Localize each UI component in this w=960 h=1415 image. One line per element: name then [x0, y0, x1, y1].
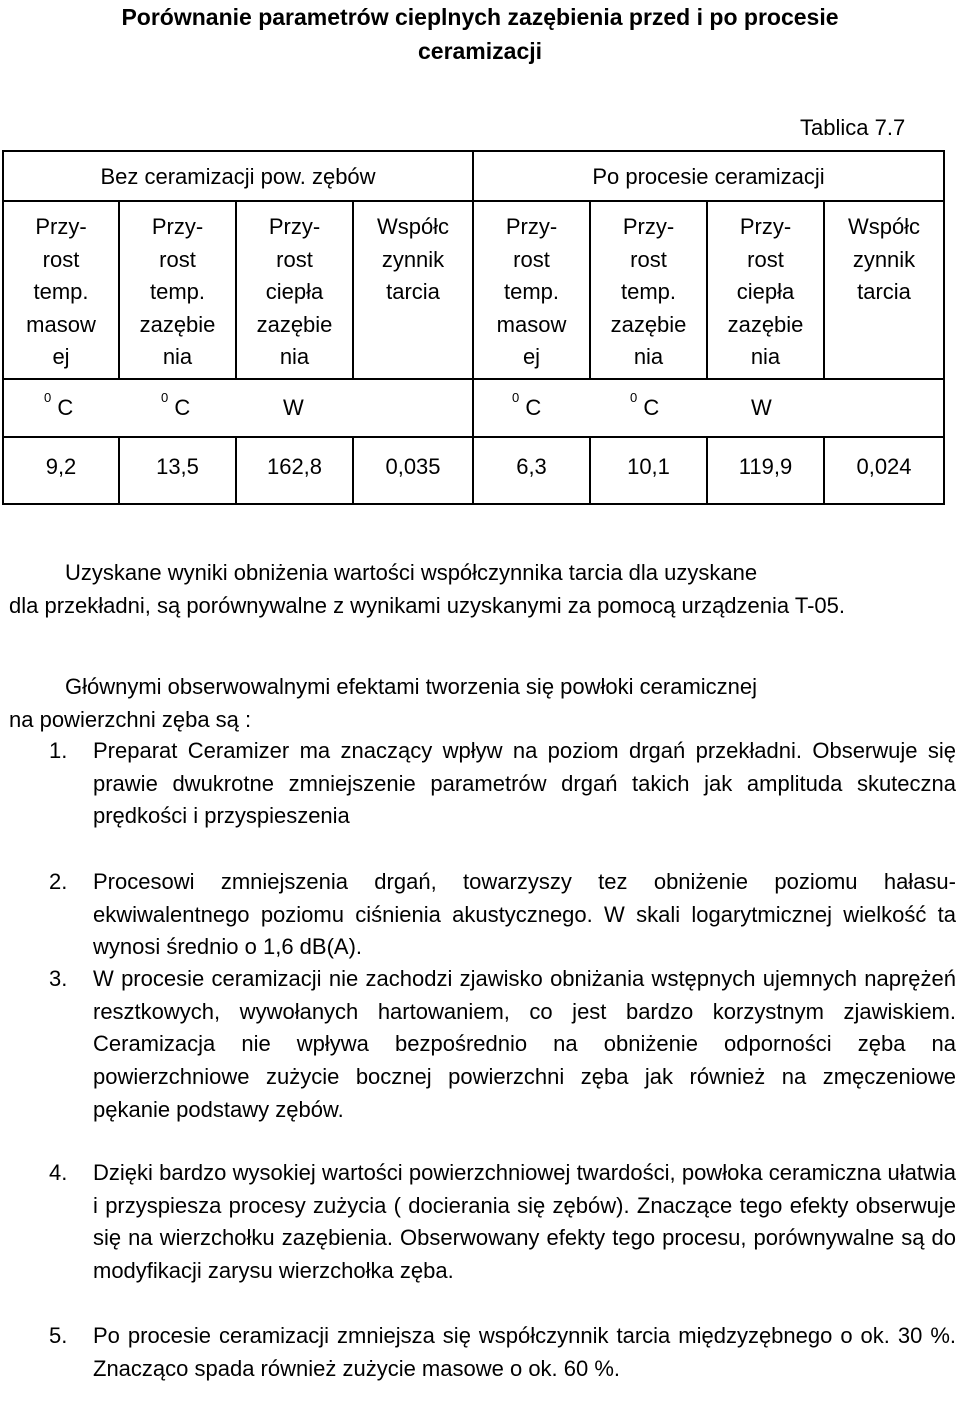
col-header-1: Przy- rost temp. masow ej — [26, 214, 96, 370]
value-cell-4: 0,035 — [385, 454, 441, 479]
list-item-number: 3. — [49, 966, 68, 991]
col-header-7: Przy- rost ciepła zazębie nia — [727, 214, 804, 370]
col-header-4: Współc zynnik tarcia — [376, 214, 450, 305]
col-header-5: Przy- rost temp. masow ej — [496, 214, 567, 370]
unit-3: W — [283, 395, 304, 420]
unit-6: $^0$ C — [630, 390, 660, 420]
list-item-text: W procesie ceramizacji nie zachodzi zjawisko obniżania wstępnych ujemnych naprężeń resztkowych, wywołanych hartowaniem, co jest bardzo korzystnym zjawiskiem. Ceramizacja nie wpływa bezpośrednio na obniżenie odporności zęba na powierzchniowe zużycie bocznej powierzchni zęba jak również na zmęczeniowe pękanie podstawy zębów. — [93, 966, 956, 1122]
list-item-number: 5. — [49, 1323, 68, 1348]
group-header-before: Bez ceramizacji pow. zębów — [100, 164, 376, 189]
value-cell-6: 10,1 — [627, 454, 670, 479]
paragraph-effects — [9, 671, 954, 736]
paragraph-effects-line-1: Głównymi obserwowalnymi efektami tworzenia się powłoki ceramicznej — [65, 674, 758, 699]
paragraph-effects-rest: na powierzchni zęba są : — [9, 706, 252, 732]
paragraph-results — [9, 557, 954, 622]
col-header-2: Przy- rost temp. zazębie nia — [139, 214, 216, 370]
unit-7: W — [751, 395, 772, 420]
col-header-3: Przy- rost ciepła zazębie nia — [256, 214, 333, 370]
list-item-text: Procesowi zmniejszenia drgań, towarzyszy tez obniżenie poziomu hałasu- ekwiwalentnego poziomu ciśnienia akustycznego. W skali logarytmicznej wielkość ta wynosi średnio o 1,6 dB(A). — [93, 869, 956, 960]
unit-1: $^0$ C — [44, 390, 74, 420]
value-cell-7: 119,9 — [738, 454, 793, 479]
list-item-number: 4. — [49, 1160, 68, 1185]
value-cell-8: 0,024 — [856, 454, 912, 479]
group-header-after: Po procesie ceramizacji — [592, 164, 825, 189]
list-item-number: 1. — [49, 738, 68, 763]
title-line-1: Porównanie parametrów cieplnych zazębienia przed i po procesie — [121, 4, 839, 30]
value-cell-3: 162,8 — [266, 454, 323, 479]
unit-2: $^0$ C — [161, 390, 191, 420]
list-item-number: 2. — [49, 869, 68, 894]
paragraph-results-line-1: Uzyskane wyniki obniżenia wartości współczynnika tarcia dla uzyskane — [65, 560, 758, 585]
value-cell-2: 13,5 — [156, 454, 199, 479]
paragraph-results-rest: dla przekładni, są porównywalne z wynikami uzyskanymi za pomocą urządzenia T-05. — [9, 592, 845, 618]
title-line-2: ceramizacji — [417, 38, 543, 64]
value-cell-1: 9,2 — [45, 454, 77, 479]
list-item-text: Dzięki bardzo wysokiej wartości powierzchniowej twardości, powłoka ceramiczna ułatwia i przyspiesza procesy zużycia ( docierania się zębów). Znaczące tego efekty obserwuje się na wierzchołku zazębienia. Obserwowany efekty tego procesu, porównywalne są do modyfikacji zarysu wierzchołka zęba. — [93, 1160, 956, 1284]
value-cell-5: 6,3 — [516, 454, 547, 479]
unit-5: $^0$ C — [512, 390, 542, 420]
list-item-text: Preparat Ceramizer ma znaczący wpływ na poziom drgań przekładni. Obserwuje się prawie dwukrotne zmniejszenie parametrów drgań takich jak amplituda skuteczna prędkości i przyspieszenia — [93, 738, 956, 829]
col-header-6: Przy- rost temp. zazębie nia — [610, 214, 687, 370]
list-item-text: Po procesie ceramizacji zmniejsza się współczynnik tarcia międzyzębnego o ok. 30 %. Znacząco spada również zużycie masowe o ok. 60 %. — [93, 1323, 956, 1381]
col-header-8: Współc zynnik tarcia — [847, 214, 921, 305]
table-reference: Tablica 7.7 — [800, 115, 906, 140]
